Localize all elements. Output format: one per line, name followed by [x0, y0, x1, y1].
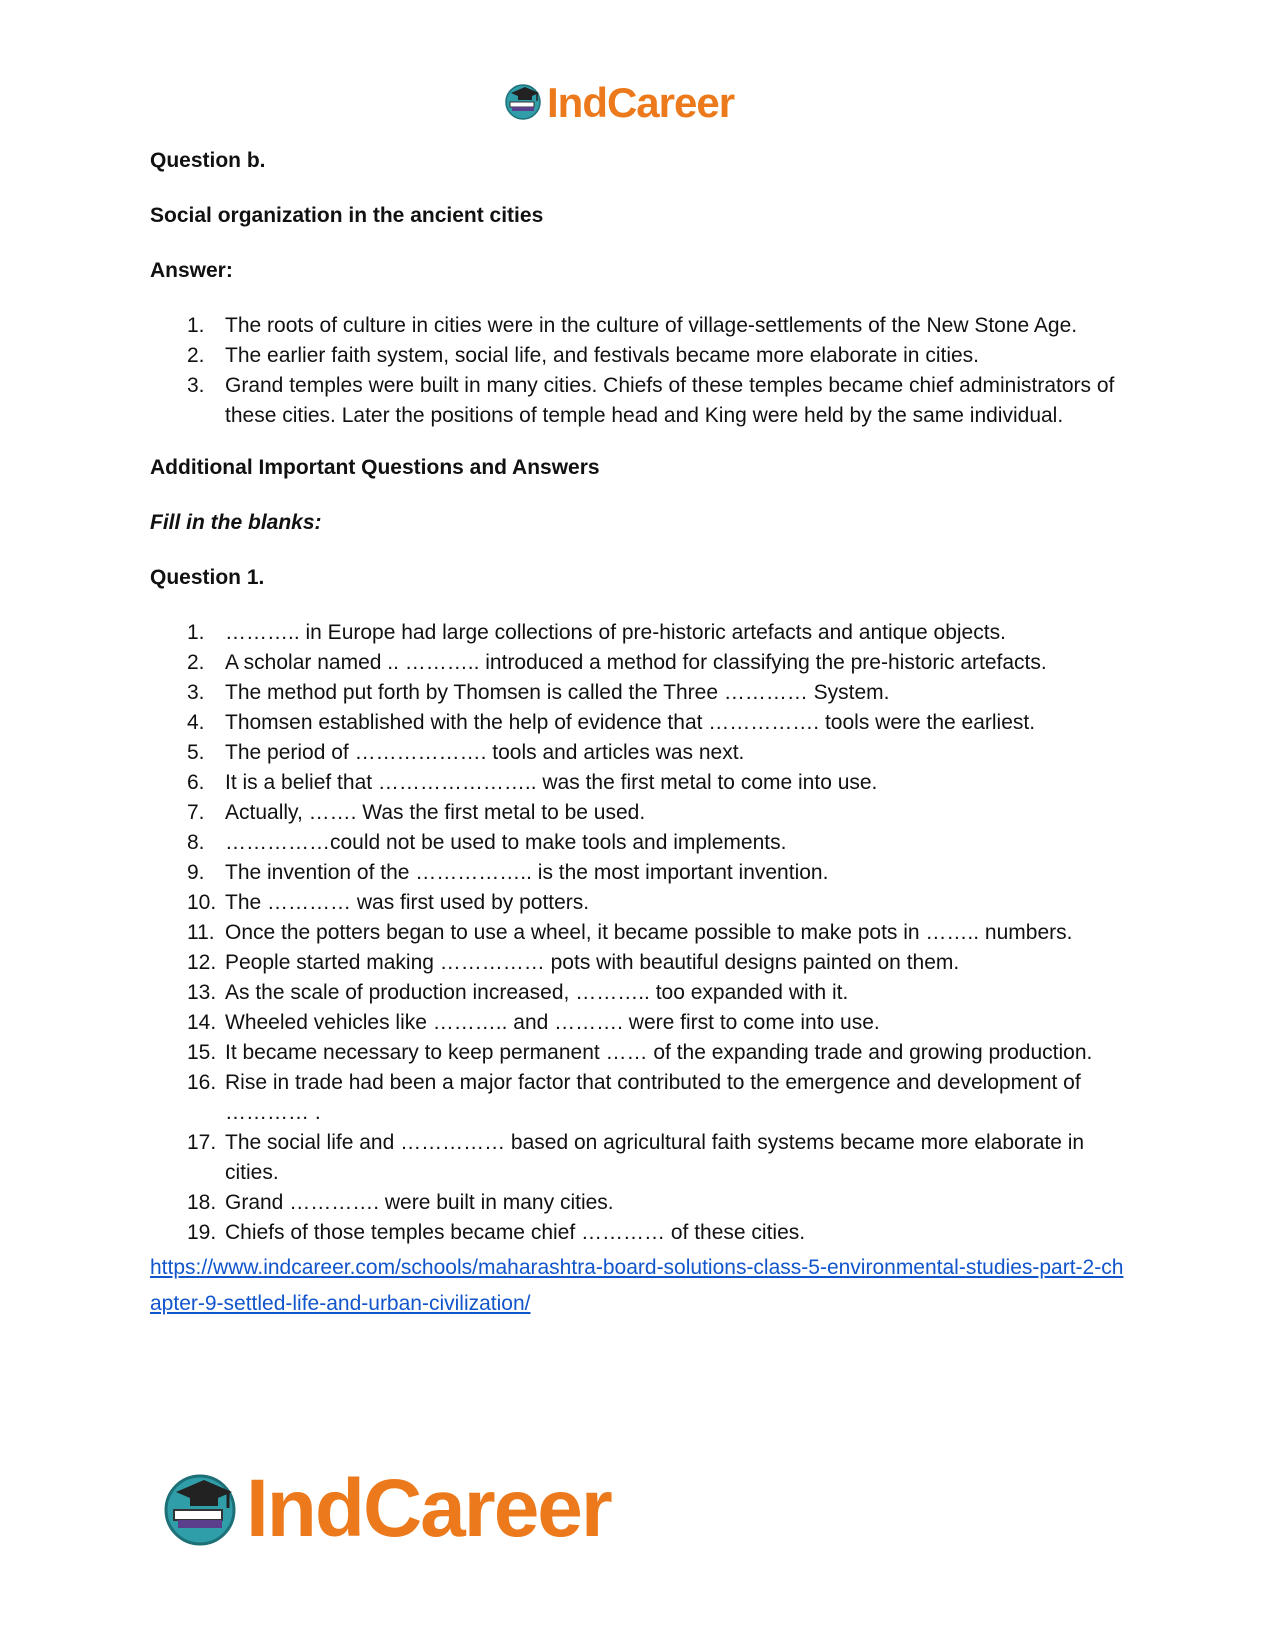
- list-item: 4. Thomsen established with the help of evidence that ……………. tools were the earliest.: [187, 711, 1036, 734]
- list-item: 5. The period of ………………. tools and articles was next.: [187, 741, 745, 764]
- list-item: 2. A scholar named .. ……….. introduced a method for classifying the pre-historic artefacts.: [187, 651, 1047, 674]
- answer-label: Answer:: [150, 259, 233, 282]
- list-item: 13. As the scale of production increased, ……….. too expanded with it.: [187, 981, 849, 1004]
- list-item: 18. Grand …………. were built in many cities.: [187, 1191, 614, 1214]
- graduation-cap-book-globe-icon: [503, 80, 543, 125]
- list-item: 19. Chiefs of those temples became chief ………… of these cities.: [187, 1221, 806, 1244]
- list-item: 2. The earlier faith system, social life, and festivals became more elaborate in cities.: [187, 344, 980, 367]
- logo-wordmark: IndCareer: [246, 1462, 611, 1554]
- list-item: 3. The method put forth by Thomsen is called the Three ………… System.: [187, 681, 890, 704]
- list-item: 16. Rise in trade had been a major factor that contributed to the emergence and development of ………… .: [187, 1071, 1081, 1124]
- fill-in-blanks-list: [150, 618, 1130, 1248]
- header-logo: [503, 80, 734, 125]
- source-link[interactable]: https://www.indcareer.com/schools/maharashtra-board-solutions-class-5-environmental-studies-part-2-chapter-9-settled-life-and-urban-civilization/: [150, 1256, 1124, 1315]
- list-item: 7. Actually, ……. Was the first metal to be used.: [187, 801, 646, 824]
- list-item: 9. The invention of the …………….. is the most important invention.: [187, 861, 829, 884]
- list-item: 3. Grand temples were built in many cities. Chiefs of these temples became chief administrators of these cities. Later the positions of temple head and King were held by the same individual.: [187, 374, 1115, 427]
- question-1-label: Question 1.: [150, 566, 265, 589]
- list-item: 15. It became necessary to keep permanent …… of the expanding trade and growing production.: [187, 1041, 1093, 1064]
- graduation-cap-book-globe-icon: [160, 1466, 240, 1551]
- additional-questions-title: Additional Important Questions and Answers: [150, 456, 600, 479]
- list-item: 10. The ………… was first used by potters.: [187, 891, 590, 914]
- list-item: 1. ……….. in Europe had large collections of pre-historic artefacts and antique objects.: [187, 621, 1006, 644]
- document-body: [150, 146, 1130, 1322]
- fill-in-blanks-subtitle: Fill in the blanks:: [150, 511, 322, 534]
- list-item: 12. People started making …………… pots with beautiful designs painted on them.: [187, 951, 960, 974]
- list-item: 11. Once the potters began to use a wheel, it became possible to make pots in …….. numbers.: [187, 921, 1073, 944]
- list-item: 17. The social life and …………… based on agricultural faith systems became more elaborate in cities.: [187, 1131, 1085, 1184]
- list-item: 8. ……………could not be used to make tools and implements.: [187, 831, 787, 854]
- question-b-title: Social organization in the ancient cities: [150, 204, 544, 227]
- question-b-label: Question b.: [150, 149, 266, 172]
- list-item: 6. It is a belief that ………………….. was the first metal to come into use.: [187, 771, 878, 794]
- list-item: 14. Wheeled vehicles like ……….. and ………. were first to come into use.: [187, 1011, 880, 1034]
- answer-list: [150, 311, 1130, 431]
- footer-logo: [160, 1462, 611, 1554]
- list-item: 1. The roots of culture in cities were in the culture of village-settlements of the New Stone Age.: [187, 314, 1078, 337]
- logo-wordmark: IndCareer: [547, 78, 735, 126]
